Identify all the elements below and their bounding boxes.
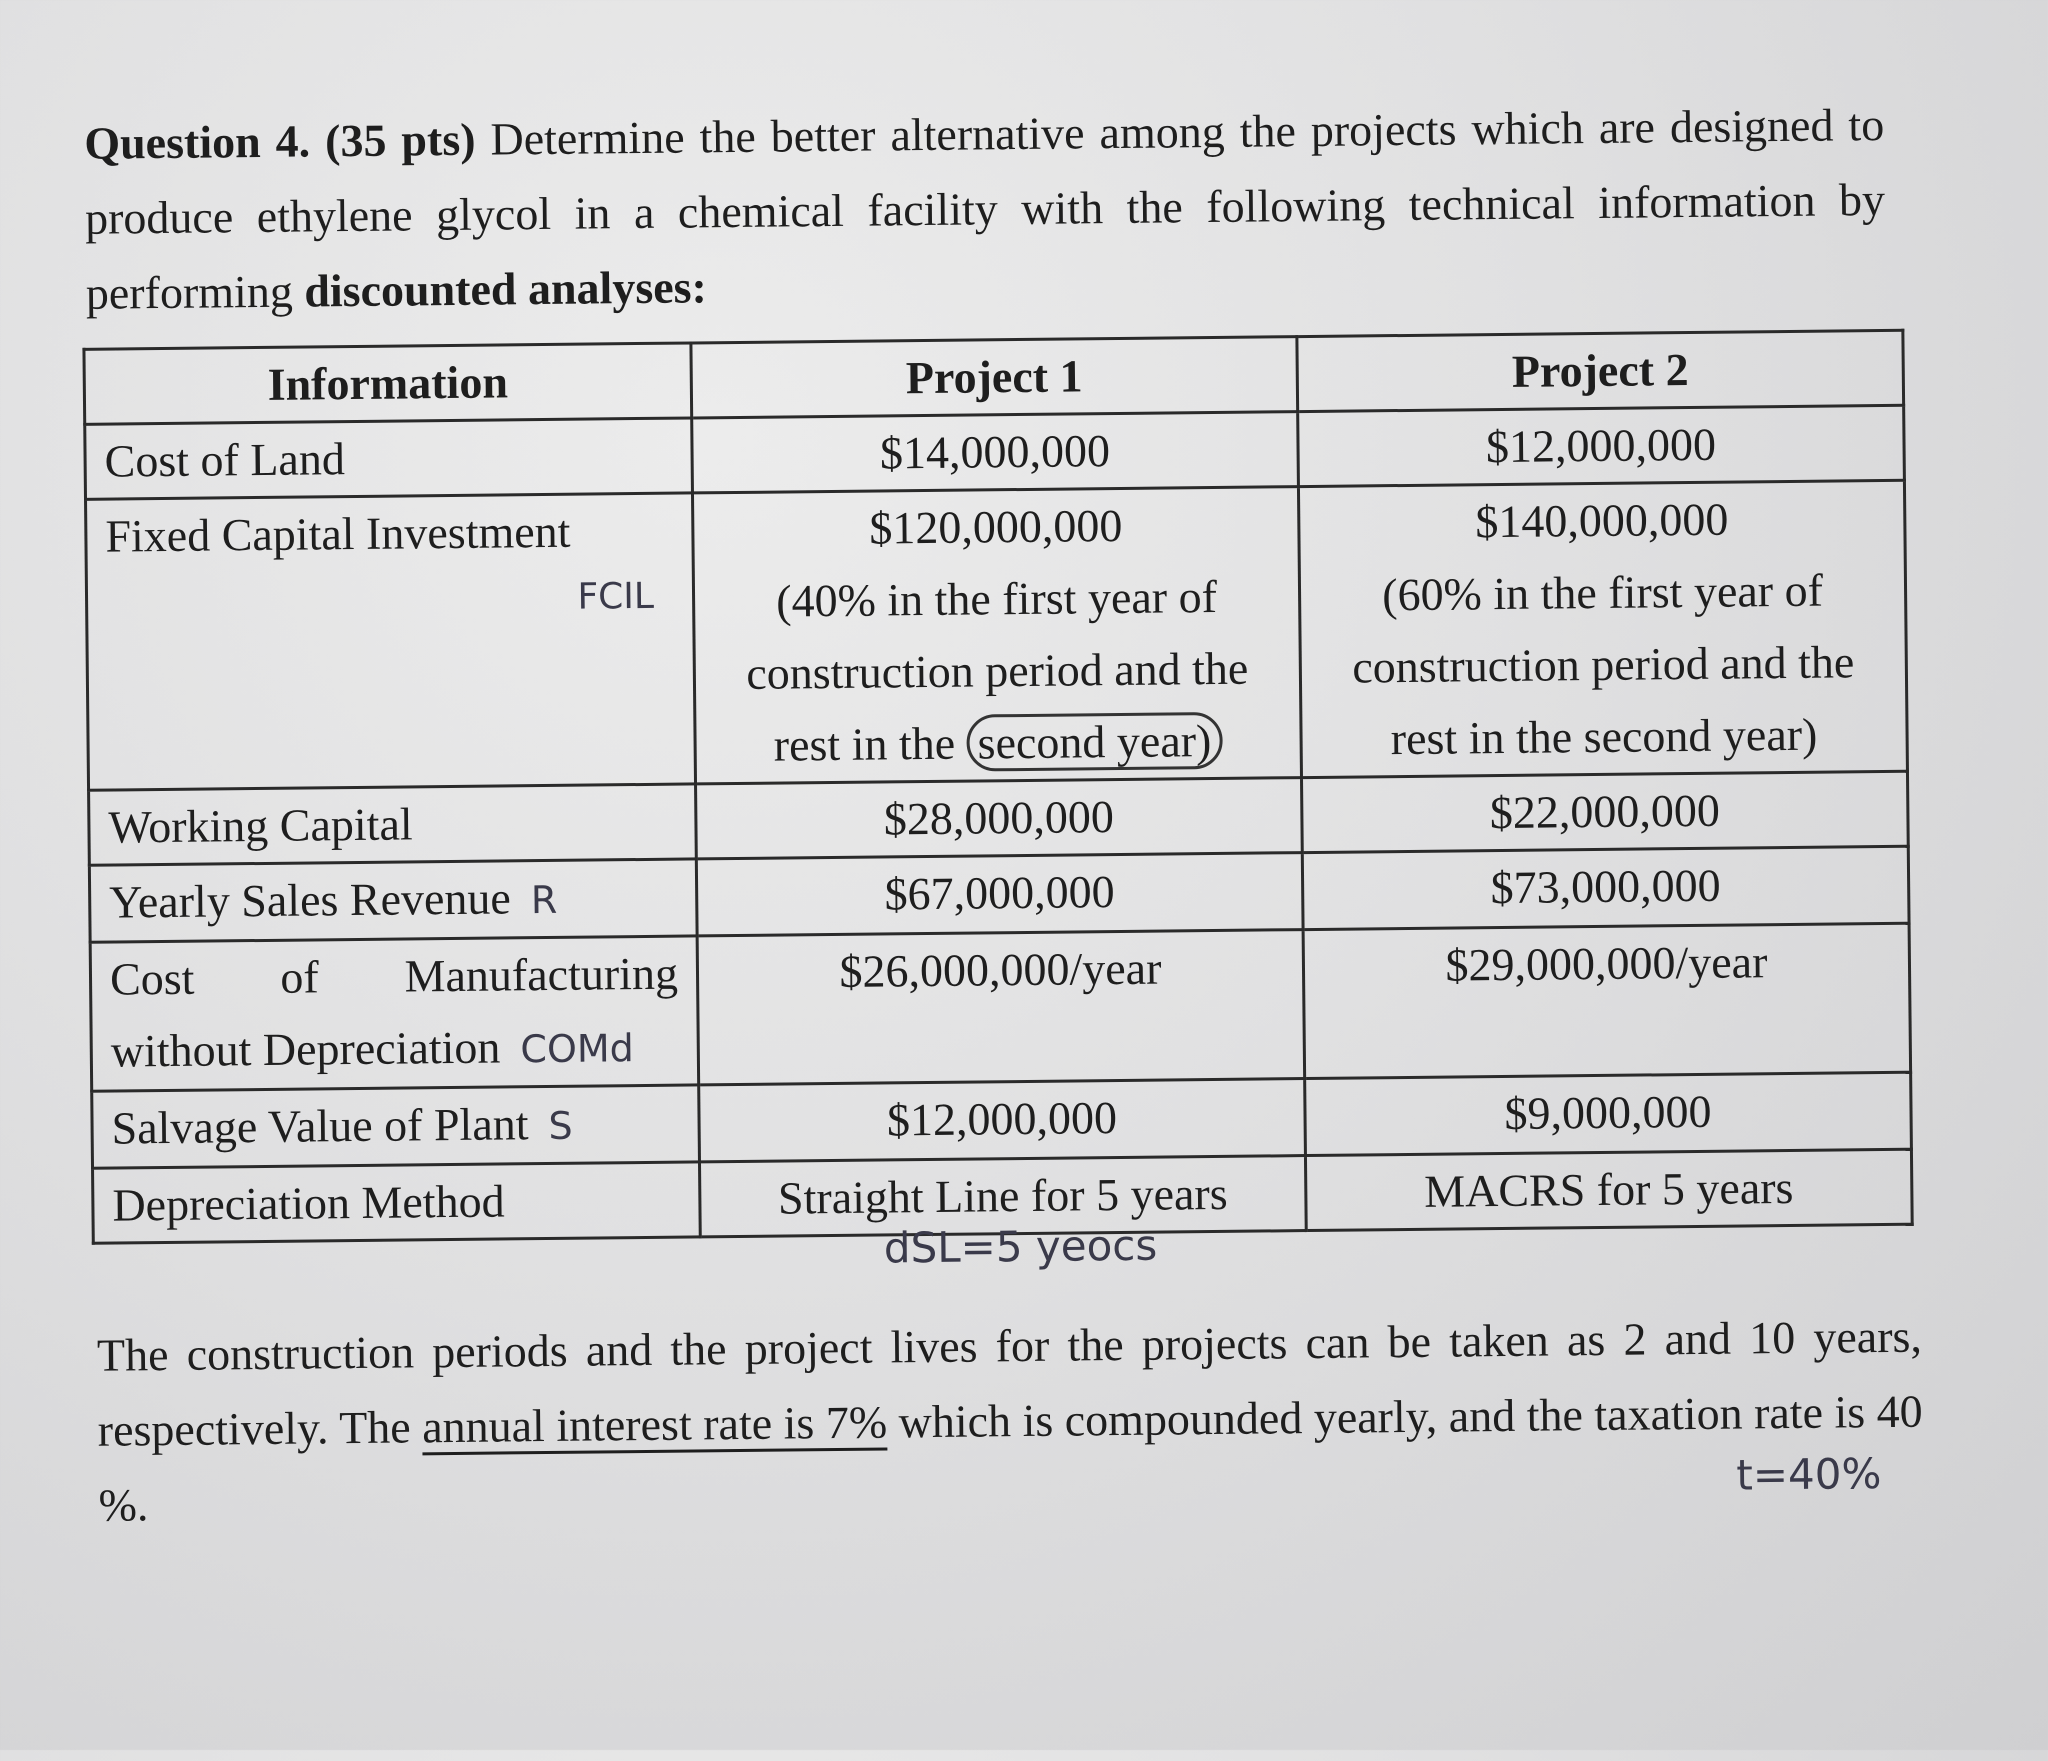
- header-information: Information: [84, 343, 692, 424]
- project-2-value: $140,000,000: [1475, 493, 1729, 548]
- project-1-value: $26,000,000/year: [697, 930, 1305, 1085]
- label-word: Cost: [109, 952, 195, 1005]
- handwritten-tax-note: t=40%: [1736, 1449, 1882, 1500]
- row-label: Depreciation Method: [93, 1162, 701, 1243]
- header-project-1: Project 1: [691, 337, 1298, 418]
- project-2-value: $29,000,000/year: [1303, 923, 1911, 1078]
- handwritten-depreciation-note: dSL=5 yeocs: [883, 1220, 1158, 1273]
- project-1-value: Straight Line for 5 years: [699, 1156, 1306, 1237]
- label-word: Manufacturing: [404, 947, 679, 1002]
- project-1-detail-text: (40% in the first year of construction period and the rest in the: [746, 570, 1249, 771]
- header-project-2: Project 2: [1297, 330, 1904, 411]
- table-row: [86, 480, 1908, 790]
- question-bold-term: discounted analyses: [304, 261, 692, 317]
- row-label: Salvage Value of Plant: [111, 1098, 529, 1154]
- row-label-cell: [92, 1085, 700, 1168]
- handwritten-underline: annual interest rate is 7%: [421, 1396, 888, 1453]
- row-label-cell: [89, 859, 697, 942]
- row-label-cell: [86, 493, 696, 790]
- question-colon: :: [691, 261, 708, 313]
- row-label: without Depreciation: [110, 1021, 501, 1077]
- handwritten-note: R: [530, 877, 558, 923]
- label-word: of: [280, 951, 319, 1003]
- project-2-value: $73,000,000: [1302, 846, 1909, 929]
- handwritten-note: COMd: [520, 1026, 634, 1072]
- row-label: Yearly Sales Revenue: [108, 872, 512, 928]
- handwritten-circle: second year): [966, 712, 1222, 772]
- project-2-value: MACRS for 5 years: [1305, 1149, 1912, 1230]
- project-2-value: $9,000,000: [1305, 1072, 1912, 1155]
- row-label-line-2: [110, 1010, 679, 1090]
- project-1-cell: [692, 487, 1301, 784]
- table-row: [90, 923, 1910, 1091]
- row-label: Cost of Land: [85, 418, 693, 499]
- question-heading: Question 4. (35 pts): [84, 113, 476, 169]
- row-label: Working Capital: [89, 784, 697, 865]
- project-1-value: $120,000,000: [869, 499, 1123, 554]
- row-label: Fixed Capital Investment: [105, 505, 571, 562]
- question-body: Determine the better alternative among the projects which are designed to produce ethylene glycol in a chemical facility with the following technical information by performing: [84, 98, 1886, 319]
- footer-paragraph: [97, 1299, 1924, 1543]
- project-1-value: $14,000,000: [692, 412, 1299, 493]
- project-2-cell: [1298, 480, 1907, 777]
- handwritten-note: FCIL: [577, 575, 655, 618]
- row-label-cell: [90, 936, 698, 1091]
- project-2-value: $22,000,000: [1301, 771, 1908, 852]
- handwritten-note: S: [548, 1103, 573, 1148]
- project-2-detail: (60% in the first year of construction period and the rest in the second year): [1352, 564, 1855, 765]
- project-1-detail: [713, 560, 1282, 782]
- project-1-value: $67,000,000: [696, 853, 1303, 936]
- project-1-value: $28,000,000: [695, 778, 1302, 859]
- project-info-table: [82, 329, 1913, 1245]
- project-2-value: $12,000,000: [1298, 405, 1905, 486]
- question-text: [84, 87, 1886, 331]
- footer-text-end: which is compounded yearly, and the taxation rate is 40 %.: [98, 1385, 1923, 1531]
- footer-text: The construction periods and the project lives for the projects can be taken as 2 and 10 years, respectively. The: [96, 1310, 1923, 1456]
- row-label-line-1: [110, 938, 679, 1016]
- project-1-value: $12,000,000: [699, 1079, 1306, 1162]
